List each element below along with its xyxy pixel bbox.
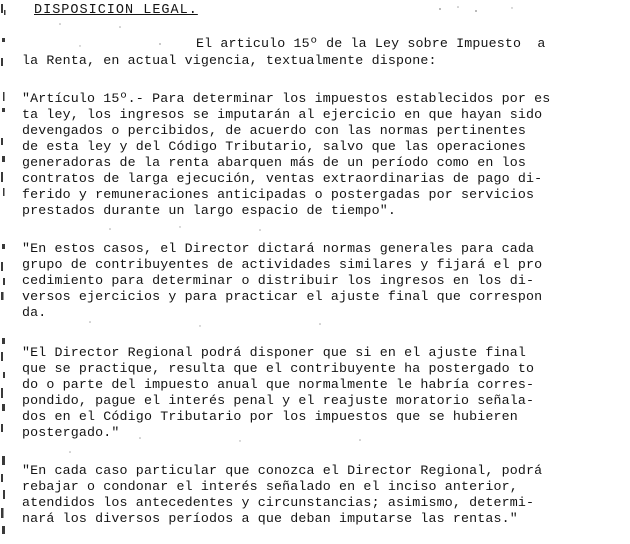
text-line: ta ley, los ingresos se imputarán al ejercicio en que hayan sido xyxy=(22,107,543,122)
binding-edge-marks xyxy=(0,0,24,544)
intro-line: la Renta, en actual vigencia, textualmente dispone: xyxy=(22,53,437,68)
section-heading: DISPOSICION LEGAL. xyxy=(34,3,198,18)
text-line: do o parte del impuesto anual que normalmente le habría corres- xyxy=(22,377,535,392)
text-line: "El Director Regional podrá disponer que si en el ajuste final xyxy=(22,345,527,360)
text-line: atendidos los antecedentes y circunstancias; asimismo, determi- xyxy=(22,495,535,510)
text-line: generadoras de la renta abarquen más de un período como en los xyxy=(22,155,527,170)
text-line: "En cada caso particular que conozca el Director Regional, podrá xyxy=(22,463,543,478)
text-line: dos en el Código Tributario por los impuestos que se hubieren xyxy=(22,409,518,424)
text-line: nará los diversos períodos a que deban imputarse las rentas." xyxy=(22,511,518,526)
text-line: devengados o percibidos, de acuerdo con las normas pertinentes xyxy=(22,123,527,138)
text-line: "Artículo 15º.- Para determinar los impuestos establecidos por es xyxy=(22,91,551,106)
text-line: da. xyxy=(22,305,47,320)
text-line: ferido y remuneraciones anticipadas o postergadas por servicios xyxy=(22,187,535,202)
text-line: prestados durante un largo espacio de tiempo". xyxy=(22,203,396,218)
text-line: grupo de contribuyentes de actividades similares y fijará el pro xyxy=(22,257,543,272)
text-line: que se practique, resulta que el contribuyente ha postergado to xyxy=(22,361,535,376)
text-line: pondido, pague el interés penal y el reajuste moratorio señala- xyxy=(22,393,535,408)
text-line: versos ejercicios y para practicar el ajuste final que correspon xyxy=(22,289,543,304)
text-line: contratos de larga ejecución, ventas extraordinarias de pago di- xyxy=(22,171,543,186)
text-line: cedimiento para determinar o distribuir los ingresos en los di- xyxy=(22,273,535,288)
intro-line: El articulo 15º de la Ley sobre Impuesto a xyxy=(196,36,546,51)
text-line: rebajar o condonar el interés señalado en el inciso anterior, xyxy=(22,479,518,494)
text-line: de esta ley y del Código Tributario, salvo que las operaciones xyxy=(22,139,527,154)
text-line: postergado." xyxy=(22,425,120,440)
text-line: "En estos casos, el Director dictará normas generales para cada xyxy=(22,241,535,256)
